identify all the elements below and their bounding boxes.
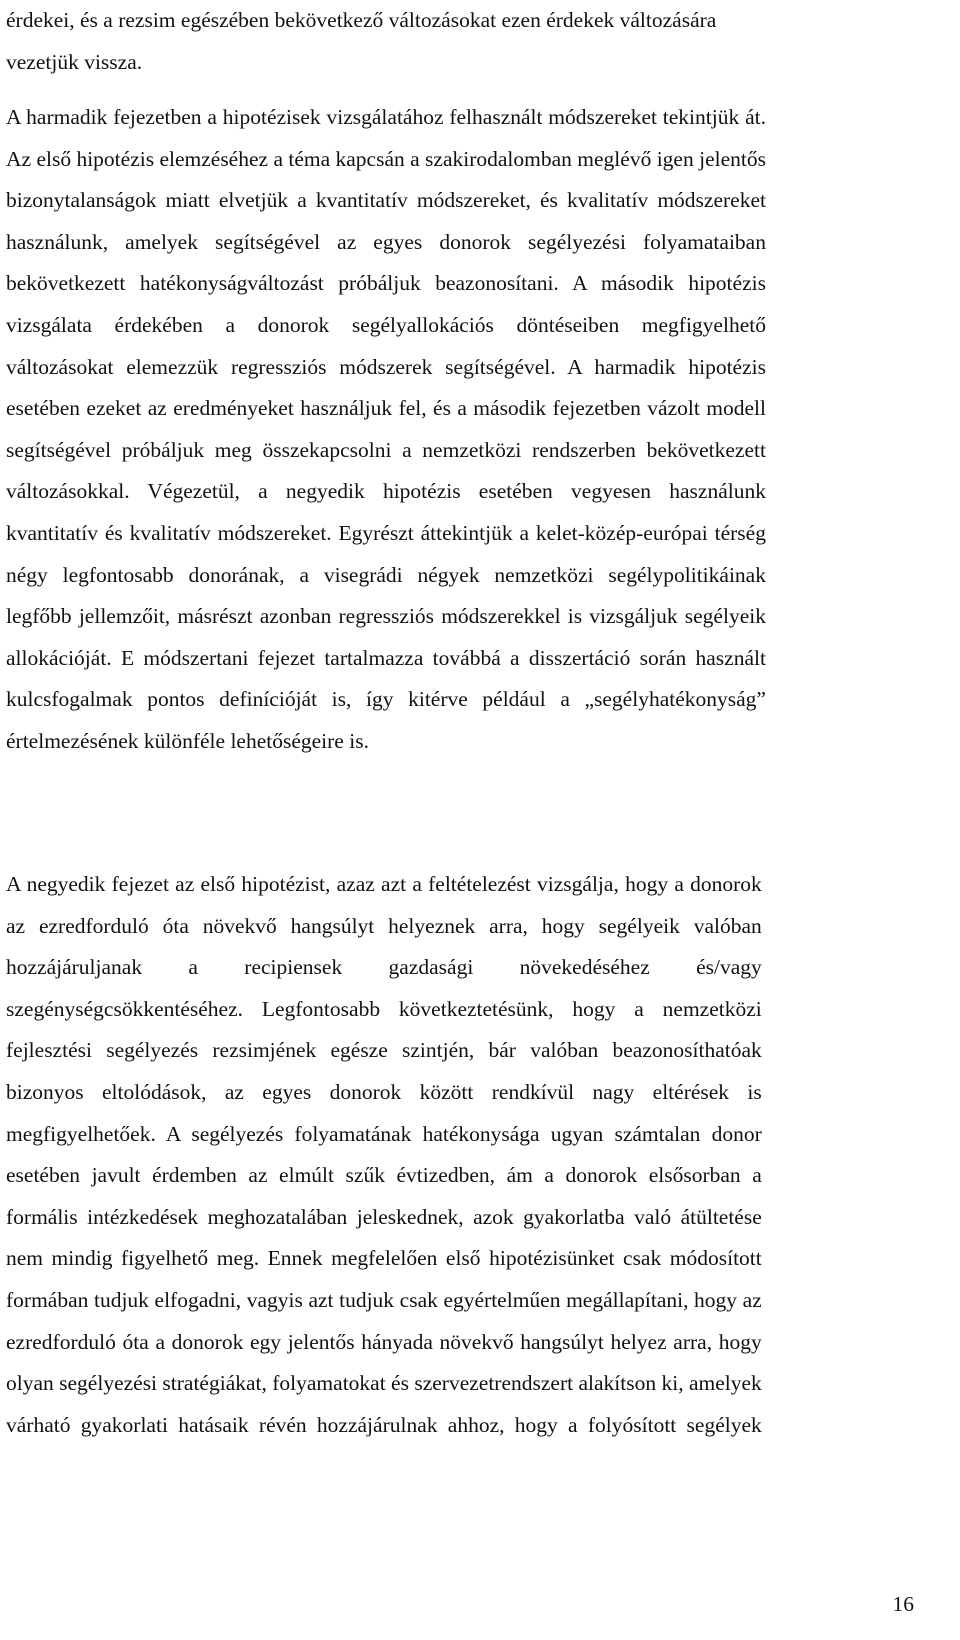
text-line: bizonyos eltolódások, az egyes donorok között rendkívül nagy eltérések is [6, 1079, 762, 1104]
text-line: várható gyakorlati hatásaik révén hozzájárulnak ahhoz, hogy a folyósított segélyek [6, 1412, 762, 1437]
text-line: négy legfontosabb donorának, a visegrádi négyek nemzetközi segélypolitikáinak [6, 562, 766, 587]
text-line: hozzájáruljanak a recipiensek gazdasági növekedéséhez és/vagy [6, 955, 762, 980]
text-line: vezetjük vissza. [6, 49, 143, 74]
text-line: segítségével próbáljuk meg összekapcsolni a nemzetközi rendszerben bekövetkezett [6, 437, 766, 462]
text-line: használunk, amelyek segítségével az egyes donorok segélyezési folyamataiban [6, 229, 766, 254]
text-line: kvantitatív és kvalitatív módszereket. Egyrészt áttekintjük a kelet-közép-európai térség [6, 520, 766, 545]
text-line: ezredforduló óta a donorok egy jelentős hányada növekvő hangsúlyt helyez arra, hogy [6, 1329, 762, 1354]
text-line: A negyedik fejezet az első hipotézist, azaz azt a feltételezést vizsgálja, hogy a donorok [6, 872, 762, 896]
paragraph-3 [6, 864, 762, 1446]
text-line: érdekei, és a rezsim egészében bekövetkező változásokat ezen érdekek változására [6, 8, 717, 32]
text-line: legfőbb jellemzőit, másrészt azonban regressziós módszerekkel is vizsgáljuk segélyeik [6, 604, 766, 629]
text-line: formában tudjuk elfogadni, vagyis azt tudjuk csak egyértelműen megállapítani, hogy az [6, 1287, 762, 1312]
text-line: változásokkal. Végezetül, a negyedik hipotézis esetében vegyesen használunk [6, 479, 766, 504]
page-number: 16 [892, 1592, 914, 1616]
text-line: értelmezésének különféle lehetőségeire is. [6, 728, 369, 753]
text-line: szegénységcsökkentéséhez. Legfontosabb következtetésünk, hogy a nemzetközi [6, 996, 762, 1021]
text-line: A harmadik fejezetben a hipotézisek vizsgálatához felhasznált módszereket tekintjük át. [6, 105, 766, 129]
text-line: esetében javult érdemben az elmúlt szűk évtizedben, ám a donorok elsősorban a [6, 1163, 762, 1188]
text-line: fejlesztési segélyezés rezsimjének egésze szintjén, bár valóban beazonosíthatóak [6, 1038, 762, 1063]
text-line: megfigyelhetőek. A segélyezés folyamatának hatékonysága ugyan számtalan donor [6, 1121, 762, 1146]
text-line: bekövetkezett hatékonyságváltozást próbáljuk beazonosítani. A második hipotézis [6, 271, 766, 296]
text-line: formális intézkedések meghozatalában jeleskednek, azok gyakorlatba való átültetése [6, 1204, 762, 1229]
text-line: változásokat elemezzük regressziós módszerek segítségével. A harmadik hipotézis [6, 354, 766, 379]
paragraph-2 [6, 97, 766, 763]
text-line: esetében ezeket az eredményeket használjuk fel, és a második fejezetben vázolt modell [6, 396, 766, 421]
text-line: vizsgálata érdekében a donorok segélyallokációs döntéseiben megfigyelhető [6, 312, 766, 337]
text-line: az ezredforduló óta növekvő hangsúlyt helyeznek arra, hogy segélyeik valóban [6, 913, 762, 938]
text-line: allokációját. E módszertani fejezet tartalmazza továbbá a disszertáció során használt [6, 645, 766, 670]
text-line: nem mindig figyelhető meg. Ennek megfelelően első hipotézisünket csak módosított [6, 1246, 762, 1271]
paragraph-1 [6, 0, 716, 83]
text-line: Az első hipotézis elemzéséhez a téma kapcsán a szakirodalomban meglévő igen jelentős [6, 146, 766, 171]
text-line: kulcsfogalmak pontos definícióját is, így kitérve például a „segélyhatékonyság” [6, 687, 766, 712]
text-line: olyan segélyezési stratégiákat, folyamatokat és szervezetrendszert alakítson ki, amelyek [6, 1371, 762, 1396]
text-line: bizonytalanságok miatt elvetjük a kvantitatív módszereket, és kvalitatív módszereket [6, 188, 766, 213]
